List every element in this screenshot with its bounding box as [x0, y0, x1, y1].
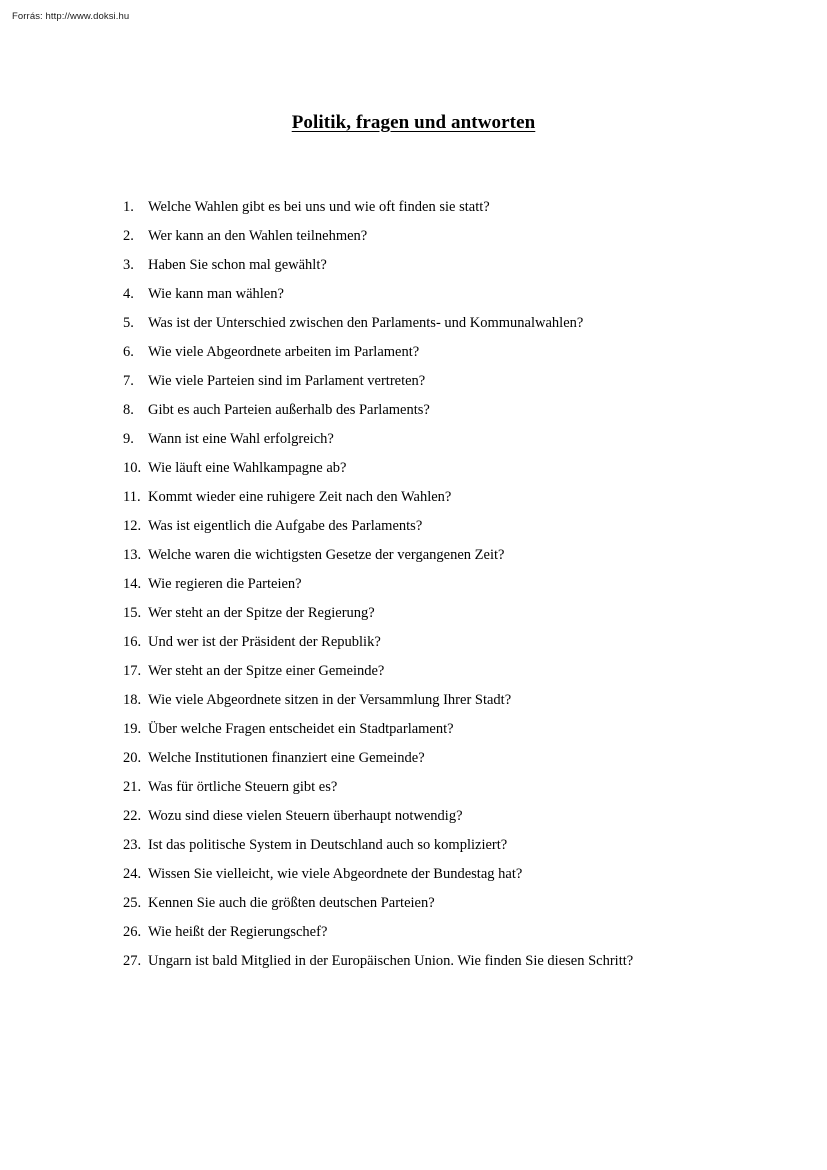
source-watermark-header: Forrás: http://www.doksi.hu	[12, 11, 130, 22]
list-item	[123, 657, 763, 686]
list-item-text: Und wer ist der Präsident der Republik?	[148, 634, 381, 650]
page-title-text: Politik, fragen und antworten	[291, 111, 536, 133]
question-list	[123, 193, 763, 976]
list-item	[123, 570, 763, 599]
list-item	[123, 222, 763, 251]
list-item	[123, 744, 763, 773]
list-item-text: Welche Wahlen gibt es bei uns und wie oft finden sie statt?	[148, 199, 490, 215]
list-item-number: 2.	[123, 228, 134, 244]
list-item-text: Wann ist eine Wahl erfolgreich?	[148, 431, 334, 447]
list-item-text: Über welche Fragen entscheidet ein Stadtparlament?	[148, 721, 454, 737]
list-item-number: 6.	[123, 344, 134, 360]
list-item	[123, 599, 763, 628]
list-item-text: Welche Institutionen finanziert eine Gemeinde?	[148, 750, 425, 766]
list-item	[123, 454, 763, 483]
list-item-number: 11.	[123, 489, 141, 505]
list-item-text: Kommt wieder eine ruhigere Zeit nach den Wahlen?	[148, 489, 452, 505]
list-item	[123, 193, 763, 222]
list-item	[123, 773, 763, 802]
list-item	[123, 918, 763, 947]
list-item	[123, 628, 763, 657]
list-item	[123, 686, 763, 715]
list-item-text: Wer steht an der Spitze einer Gemeinde?	[148, 663, 385, 679]
list-item-text: Wie viele Abgeordnete arbeiten im Parlament?	[148, 344, 420, 360]
list-item-number: 16.	[123, 634, 142, 650]
list-item-text: Was ist eigentlich die Aufgabe des Parlaments?	[148, 518, 423, 534]
list-item	[123, 280, 763, 309]
list-item	[123, 860, 763, 889]
list-item-number: 14.	[123, 576, 142, 592]
list-item-number: 1.	[123, 199, 134, 215]
list-item	[123, 425, 763, 454]
list-item-text: Ist das politische System in Deutschland auch so kompliziert?	[148, 837, 508, 853]
list-item-number: 3.	[123, 257, 134, 273]
list-item-text: Wie läuft eine Wahlkampagne ab?	[148, 460, 347, 476]
list-item-number: 5.	[123, 315, 134, 331]
list-item-text: Gibt es auch Parteien außerhalb des Parlaments?	[148, 402, 430, 418]
list-item	[123, 367, 763, 396]
list-item-number: 9.	[123, 431, 134, 447]
list-item-text: Wie heißt der Regierungschef?	[148, 924, 328, 940]
list-item-number: 21.	[123, 779, 142, 795]
list-item-text: Wer steht an der Spitze der Regierung?	[148, 605, 375, 621]
list-item-number: 19.	[123, 721, 142, 737]
list-item-number: 13.	[123, 547, 142, 563]
list-item	[123, 251, 763, 280]
list-item-text: Wer kann an den Wahlen teilnehmen?	[148, 228, 368, 244]
list-item	[123, 483, 763, 512]
list-item-number: 12.	[123, 518, 142, 534]
list-item-text: Welche waren die wichtigsten Gesetze der vergangenen Zeit?	[148, 547, 505, 563]
list-item	[123, 309, 763, 338]
list-item-number: 26.	[123, 924, 142, 940]
list-item	[123, 831, 763, 860]
list-item	[123, 889, 763, 918]
list-item-number: 7.	[123, 373, 134, 389]
list-item-text: Was für örtliche Steuern gibt es?	[148, 779, 338, 795]
list-item-text: Wie kann man wählen?	[148, 286, 284, 302]
list-item	[123, 512, 763, 541]
page-title	[0, 112, 827, 134]
list-item	[123, 947, 763, 976]
list-item-text: Wozu sind diese vielen Steuern überhaupt notwendig?	[148, 808, 463, 824]
list-item-number: 24.	[123, 866, 142, 882]
list-item-text: Kennen Sie auch die größten deutschen Parteien?	[148, 895, 435, 911]
list-item-number: 10.	[123, 460, 142, 476]
list-item	[123, 802, 763, 831]
list-item-number: 22.	[123, 808, 142, 824]
list-item-number: 20.	[123, 750, 142, 766]
list-item	[123, 396, 763, 425]
list-item-text: Wie regieren die Parteien?	[148, 576, 302, 592]
list-item-text: Wie viele Parteien sind im Parlament vertreten?	[148, 373, 426, 389]
list-item-text: Ungarn ist bald Mitglied in der Europäischen Union. Wie finden Sie diesen Schritt?	[148, 953, 634, 969]
list-item-number: 23.	[123, 837, 142, 853]
list-item-text: Wie viele Abgeordnete sitzen in der Versammlung Ihrer Stadt?	[148, 692, 512, 708]
list-item-text: Wissen Sie vielleicht, wie viele Abgeordnete der Bundestag hat?	[148, 866, 523, 882]
list-item	[123, 541, 763, 570]
list-item-text: Was ist der Unterschied zwischen den Parlaments- und Kommunalwahlen?	[148, 315, 584, 331]
list-item	[123, 715, 763, 744]
list-item-number: 4.	[123, 286, 134, 302]
list-item	[123, 338, 763, 367]
list-item-number: 27.	[123, 953, 142, 969]
list-item-number: 25.	[123, 895, 142, 911]
list-item-number: 17.	[123, 663, 142, 679]
list-item-number: 18.	[123, 692, 142, 708]
list-item-number: 15.	[123, 605, 142, 621]
list-item-text: Haben Sie schon mal gewählt?	[148, 257, 327, 273]
list-item-number: 8.	[123, 402, 134, 418]
